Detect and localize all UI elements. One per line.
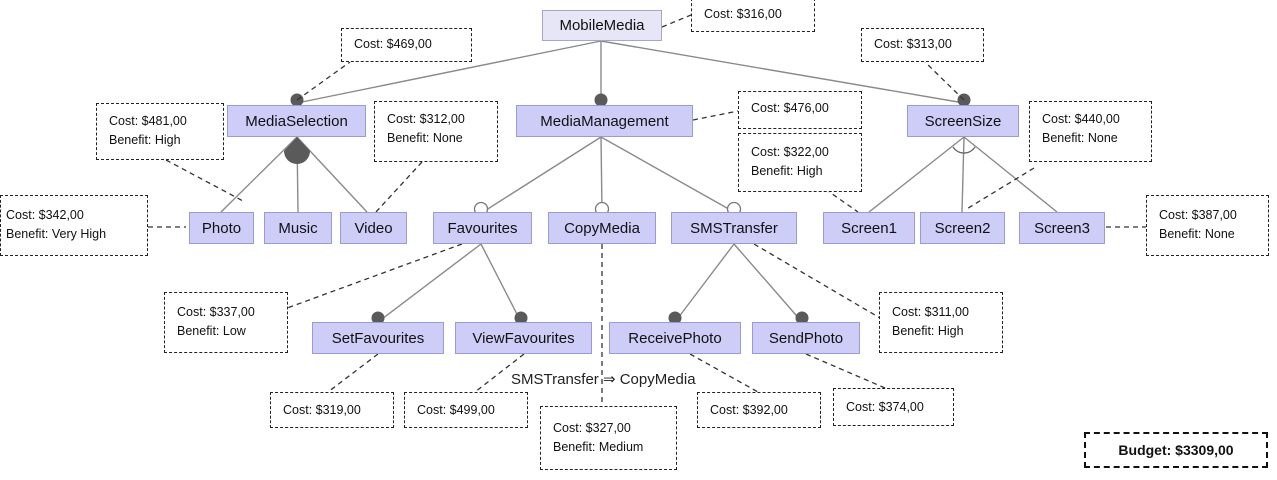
feature-photo[interactable]: Photo — [189, 212, 254, 244]
note-favourites — [164, 292, 288, 353]
note-benefit: Benefit: None — [1159, 227, 1235, 241]
feature-screen3[interactable]: Screen3 — [1019, 212, 1105, 244]
note-benefit: Benefit: High — [109, 133, 181, 147]
note-video — [374, 101, 498, 162]
note-copymedia — [540, 406, 677, 470]
note-screensize — [861, 28, 984, 62]
note-cost: Cost: $440,00 — [1042, 112, 1120, 126]
note-cost: Cost: $342,00 — [6, 208, 84, 222]
note-benefit: Benefit: High — [892, 324, 964, 338]
note-photo — [96, 103, 224, 160]
note-screen1 — [738, 133, 862, 192]
note-cost: Cost: $392,00 — [710, 403, 788, 417]
feature-viewfavourites[interactable]: ViewFavourites — [455, 322, 592, 354]
feature-mediamanagement[interactable]: MediaManagement — [516, 105, 693, 137]
note-cost: Cost: $312,00 — [387, 112, 465, 126]
feature-setfavourites[interactable]: SetFavourites — [312, 322, 444, 354]
note-benefit: Benefit: High — [751, 164, 823, 178]
note-sendphoto — [833, 388, 954, 426]
note-benefit: Benefit: Very High — [6, 227, 107, 241]
note-cost: Cost: $319,00 — [283, 403, 361, 417]
feature-sendphoto[interactable]: SendPhoto — [752, 322, 860, 354]
note-benefit: Benefit: Low — [177, 324, 246, 338]
note-benefit: Benefit: Medium — [553, 440, 644, 454]
feature-smstransfer[interactable]: SMSTransfer — [671, 212, 797, 244]
note-cost: Cost: $311,00 — [892, 305, 969, 319]
note-benefit: Benefit: None — [1042, 131, 1118, 145]
feature-screen2[interactable]: Screen2 — [920, 212, 1005, 244]
note-cost: Cost: $322,00 — [751, 145, 829, 159]
note-mobilemedia — [691, 0, 815, 32]
budget-box: Budget: $3309,00 — [1084, 432, 1268, 468]
note-mediaselection — [341, 28, 472, 62]
feature-mobilemedia[interactable]: MobileMedia — [542, 10, 662, 41]
note-cost: Cost: $327,00 — [553, 421, 631, 435]
note-cost: Cost: $469,00 — [354, 37, 432, 51]
note-screen2 — [1029, 101, 1152, 162]
feature-receivephoto[interactable]: ReceivePhoto — [609, 322, 741, 354]
note-receivephoto — [697, 392, 821, 428]
note-smstransfer — [879, 292, 1003, 353]
note-cost: Cost: $476,00 — [751, 101, 829, 115]
note-benefit: Benefit: None — [387, 131, 463, 145]
or-group-marker — [284, 137, 310, 164]
note-cost: Cost: $337,00 — [177, 305, 255, 319]
note-cost: Cost: $481,00 — [109, 114, 187, 128]
note-viewfavourites — [404, 392, 528, 428]
feature-screensize[interactable]: ScreenSize — [907, 105, 1019, 137]
note-cost: Cost: $374,00 — [846, 400, 924, 414]
note-setfavourites — [270, 392, 394, 428]
feature-video[interactable]: Video — [340, 212, 407, 244]
note-cost: Cost: $313,00 — [874, 37, 952, 51]
note-cost: Cost: $316,00 — [704, 7, 782, 21]
note-music — [0, 195, 148, 256]
note-screen3 — [1146, 195, 1269, 256]
note-cost: Cost: $387,00 — [1159, 208, 1237, 222]
feature-copymedia[interactable]: CopyMedia — [548, 212, 656, 244]
note-cost: Cost: $499,00 — [417, 403, 495, 417]
feature-music[interactable]: Music — [264, 212, 332, 244]
cross-tree-constraint: SMSTransfer ⇒ CopyMedia — [511, 371, 696, 388]
tree-edges — [221, 41, 1057, 322]
feature-favourites[interactable]: Favourites — [433, 212, 532, 244]
note-mediamanagement — [738, 91, 862, 129]
feature-screen1[interactable]: Screen1 — [823, 212, 915, 244]
feature-mediaselection[interactable]: MediaSelection — [227, 105, 366, 137]
